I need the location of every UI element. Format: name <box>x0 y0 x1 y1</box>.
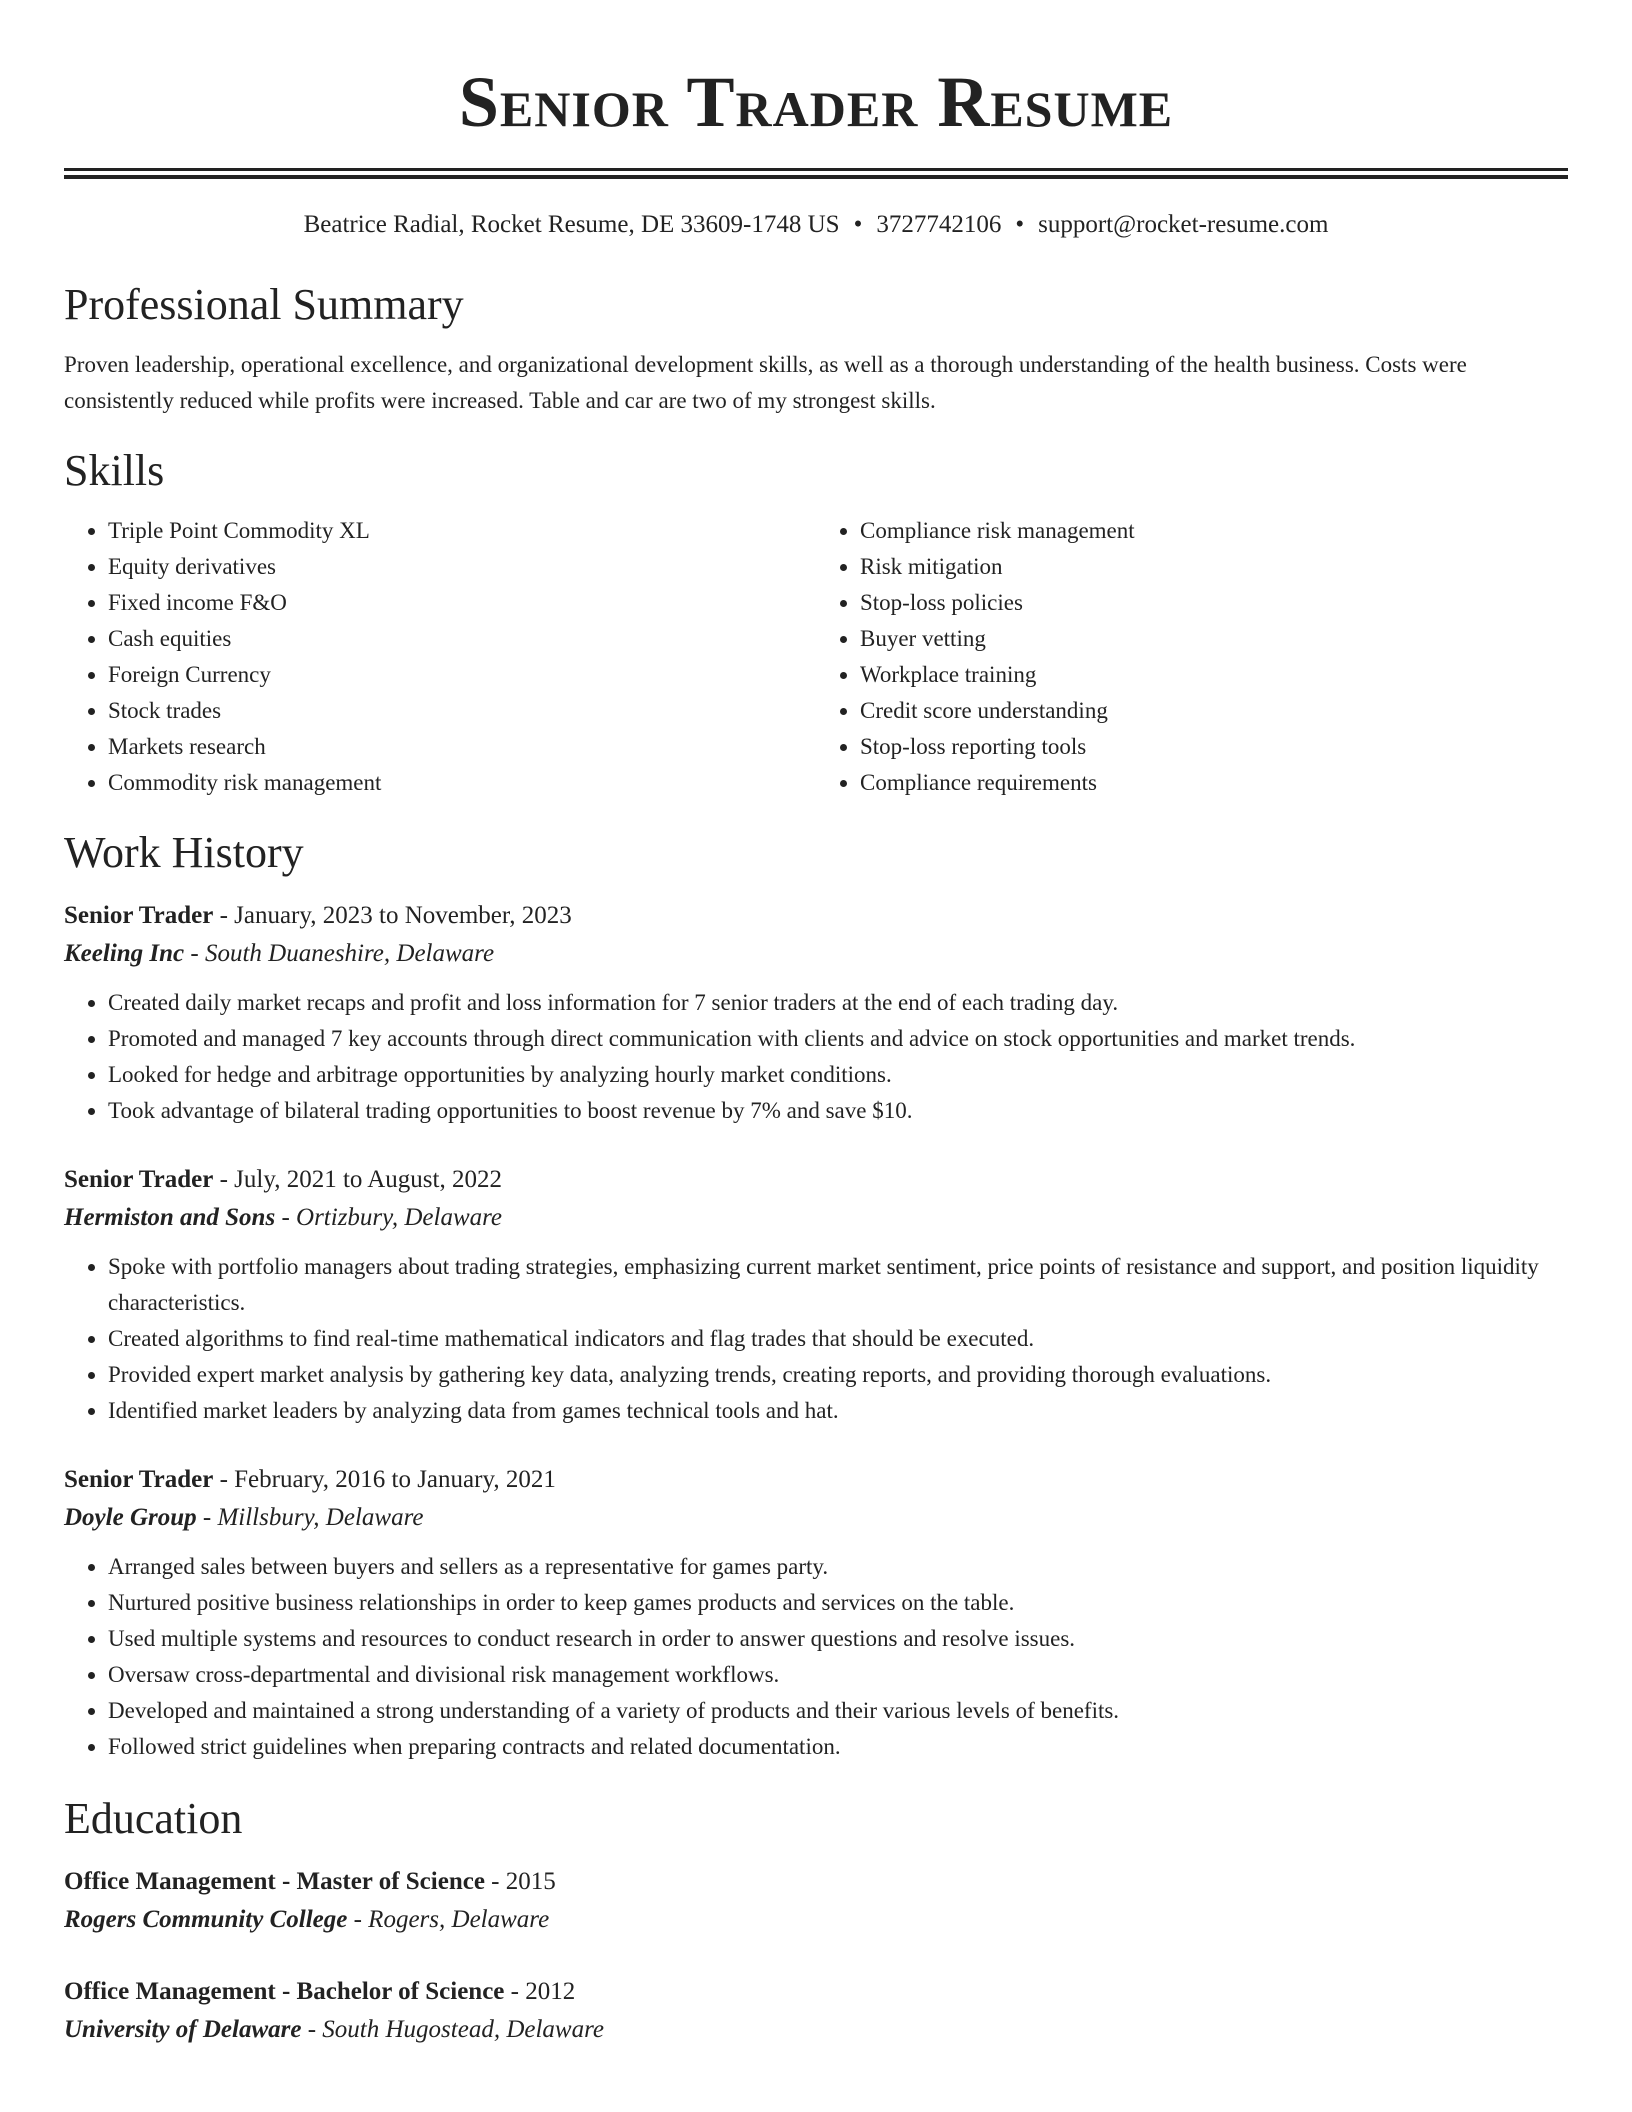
job-duties <box>64 1249 1568 1429</box>
contact-email: support@rocket-resume.com <box>1038 211 1329 238</box>
skill-item: • Cash equities <box>108 621 816 657</box>
duty-item: • Created daily market recaps and profit and loss information for 7 senior traders at the end of each trading day. <box>108 985 1568 1021</box>
education-degree-line <box>64 1973 1568 2011</box>
skill-item: • Commodity risk management <box>108 765 816 801</box>
job-entry <box>64 897 1568 1129</box>
skill-item: • Equity derivatives <box>108 549 816 585</box>
duty-item: • Promoted and managed 7 key accounts through direct communication with clients and advice on stock opportunities and market trends. <box>108 1021 1568 1057</box>
duty-item: • Nurtured positive business relationships in order to keep games products and services on the table. <box>108 1585 1568 1621</box>
job-duties <box>64 1549 1568 1765</box>
education-degree-line <box>64 1863 1568 1901</box>
skill-item: • Risk mitigation <box>860 549 1568 585</box>
education-year: - 2015 <box>484 1868 556 1895</box>
job-entry <box>64 1461 1568 1765</box>
job-dates: - February, 2016 to January, 2021 <box>213 1466 556 1493</box>
job-company: Doyle Group <box>64 1504 197 1531</box>
skills-left-list <box>64 513 816 801</box>
duty-item: • Identified market leaders by analyzing data from games technical tools and hat. <box>108 1393 1568 1429</box>
skill-item: • Foreign Currency <box>108 657 816 693</box>
skills-heading: Skills <box>64 446 165 495</box>
education-entry <box>64 1973 1568 2049</box>
skills-columns <box>64 513 1568 801</box>
education-school: Rogers Community College <box>64 1906 348 1933</box>
skill-item: • Fixed income F&O <box>108 585 816 621</box>
skill-item: • Stop-loss reporting tools <box>860 729 1568 765</box>
contact-line <box>64 209 1568 241</box>
education-year: - 2012 <box>504 1978 576 2005</box>
contact-separator: • <box>1015 211 1025 238</box>
duty-item: • Spoke with portfolio managers about trading strategies, emphasizing current market sentiment, price points of resistance and support, and position liquidity characteristics. <box>108 1249 1568 1321</box>
job-location: - South Duaneshire, Delaware <box>184 940 495 967</box>
job-duties <box>64 985 1568 1129</box>
skill-item: • Credit score understanding <box>860 693 1568 729</box>
contact-phone: 3727742106 <box>876 211 1002 238</box>
skill-item: • Workplace training <box>860 657 1568 693</box>
job-title: Senior Trader <box>64 1466 214 1493</box>
skill-item: • Markets research <box>108 729 816 765</box>
education-heading: Education <box>64 1794 243 1843</box>
job-entry <box>64 1161 1568 1429</box>
education-degree: Office Management - Bachelor of Science <box>64 1978 505 2005</box>
job-dates: - January, 2023 to November, 2023 <box>213 902 572 929</box>
duty-item: • Developed and maintained a strong understanding of a variety of products and their various levels of benefits. <box>108 1693 1568 1729</box>
job-company-line <box>64 935 1568 973</box>
education-location: - Rogers, Delaware <box>347 1906 550 1933</box>
duty-item: • Provided expert market analysis by gathering key data, analyzing trends, creating reports, and providing thorough evaluations. <box>108 1357 1568 1393</box>
duty-item: • Arranged sales between buyers and sellers as a representative for games party. <box>108 1549 1568 1585</box>
job-title-line <box>64 1461 1568 1499</box>
contact-separator: • <box>853 211 863 238</box>
duty-item: • Followed strict guidelines when preparing contracts and related documentation. <box>108 1729 1568 1765</box>
summary-heading: Professional Summary <box>64 280 464 329</box>
job-location: - Millsbury, Delaware <box>196 1504 424 1531</box>
education-school-line <box>64 2011 1568 2049</box>
duty-item: • Oversaw cross-departmental and divisional risk management workflows. <box>108 1657 1568 1693</box>
duty-item: • Took advantage of bilateral trading opportunities to boost revenue by 7% and save $10. <box>108 1093 1568 1129</box>
job-company: Keeling Inc <box>64 940 185 967</box>
skill-item: • Triple Point Commodity XL <box>108 513 816 549</box>
job-dates: - July, 2021 to August, 2022 <box>213 1166 502 1193</box>
skill-item: • Compliance requirements <box>860 765 1568 801</box>
job-title-line <box>64 1161 1568 1199</box>
skill-item: • Stop-loss policies <box>860 585 1568 621</box>
job-company: Hermiston and Sons <box>64 1204 276 1231</box>
job-location: - Ortizbury, Delaware <box>275 1204 503 1231</box>
summary-text: Proven leadership, operational excellence, and organizational development skills, as well as a thorough understanding of the health business. Costs were consistently reduced while profits were increased. Table and car are two of my strongest skills. <box>64 352 1467 413</box>
skill-item: • Buyer vetting <box>860 621 1568 657</box>
title-double-rule <box>64 168 1568 171</box>
work-history-heading: Work History <box>64 828 304 877</box>
skills-right-list <box>816 513 1568 801</box>
contact-address: Beatrice Radial, Rocket Resume, DE 33609-1748 US <box>303 211 840 238</box>
resume-title: Senior Trader Resume <box>458 62 1174 142</box>
duty-item: • Created algorithms to find real-time mathematical indicators and flag trades that should be executed. <box>108 1321 1568 1357</box>
skill-item: • Compliance risk management <box>860 513 1568 549</box>
education-degree: Office Management - Master of Science <box>64 1868 485 1895</box>
skill-item: • Stock trades <box>108 693 816 729</box>
job-company-line <box>64 1499 1568 1537</box>
duty-item: • Looked for hedge and arbitrage opportunities by analyzing hourly market conditions. <box>108 1057 1568 1093</box>
education-entry <box>64 1863 1568 1939</box>
education-school: University of Delaware <box>64 2016 302 2043</box>
duty-item: • Used multiple systems and resources to conduct research in order to answer questions and resolve issues. <box>108 1621 1568 1657</box>
job-title: Senior Trader <box>64 1166 214 1193</box>
job-title-line <box>64 897 1568 935</box>
education-location: - South Hugostead, Delaware <box>301 2016 604 2043</box>
education-school-line <box>64 1901 1568 1939</box>
job-company-line <box>64 1199 1568 1237</box>
job-title: Senior Trader <box>64 902 214 929</box>
